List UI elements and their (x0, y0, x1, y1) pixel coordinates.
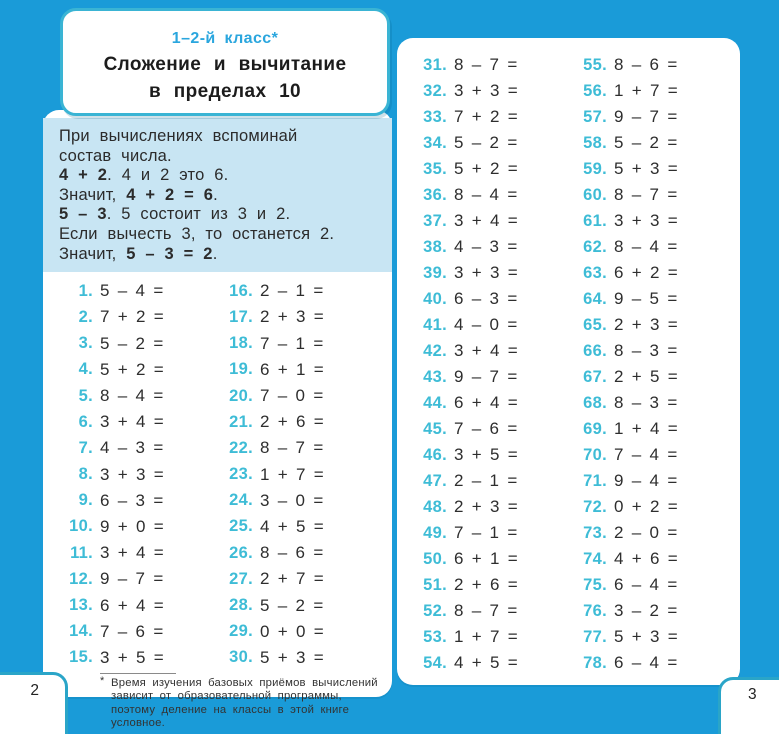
exercise-row (411, 390, 571, 416)
exercise-number: 10. (69, 517, 93, 536)
info-line: При вычислениях вспоминай (59, 127, 298, 145)
exercise-row (571, 624, 731, 650)
exercise-row (411, 416, 571, 442)
exercise-row (571, 78, 731, 104)
exercise-expression: 7 + 2 = (100, 307, 165, 327)
exercise-expression: 2 + 6 = (454, 575, 519, 594)
exercise-number: 27. (229, 569, 253, 588)
exercise-number: 36. (423, 185, 447, 204)
exercise-row (571, 416, 731, 442)
exercise-row (411, 338, 571, 364)
exercise-number: 13. (69, 596, 93, 614)
exercise-expression: 5 – 2 = (100, 333, 165, 353)
exercise-expression: 5 – 4 = (100, 281, 165, 301)
chapter-title-line1: Сложение и вычитание (103, 54, 347, 75)
exercise-row (571, 338, 731, 364)
exercise-row (57, 278, 217, 304)
exercise-expression: 5 + 2 = (100, 359, 165, 379)
exercise-number: 5. (78, 386, 93, 405)
exercise-number: 56. (583, 81, 607, 100)
exercise-column-4 (571, 52, 731, 676)
exercise-number: 17. (229, 307, 253, 326)
exercise-row (411, 130, 571, 156)
footnote (43, 674, 392, 731)
exercise-row (571, 208, 731, 234)
exercise-number: 37. (423, 211, 447, 230)
exercise-expression: 8 – 7 = (614, 185, 679, 204)
exercise-expression: 5 – 2 = (260, 595, 325, 615)
exercise-row (571, 234, 731, 260)
exercise-expression: 5 – 2 = (454, 133, 519, 152)
exercise-number: 16. (229, 281, 253, 300)
exercise-expression: 6 + 4 = (100, 595, 165, 615)
exercise-number: 44. (423, 393, 447, 412)
exercise-number: 50. (423, 549, 447, 568)
right-exercise-grid (397, 38, 740, 676)
exercise-number: 60. (583, 185, 607, 204)
exercise-number: 59. (583, 159, 607, 178)
exercise-number: 46. (423, 445, 447, 464)
exercise-row (57, 383, 217, 409)
exercise-number: 8. (78, 465, 93, 484)
exercise-number: 72. (583, 497, 607, 516)
exercise-row (571, 546, 731, 572)
exercise-number: 73. (583, 523, 607, 542)
exercise-expression: 5 + 3 = (614, 627, 679, 646)
exercise-row (217, 461, 377, 487)
exercise-expression: 2 – 1 = (454, 471, 519, 490)
exercise-number: 70. (583, 445, 607, 464)
exercise-row (411, 364, 571, 390)
exercise-row (217, 540, 377, 566)
exercise-number: 29. (229, 622, 253, 641)
exercise-number: 64. (583, 289, 607, 308)
exercise-expression: 1 + 7 = (454, 627, 519, 646)
exercise-number: 51. (423, 575, 447, 594)
exercise-row (411, 494, 571, 520)
exercise-expression: 2 – 1 = (260, 281, 325, 301)
exercise-row (217, 383, 377, 409)
exercise-expression: 1 + 4 = (614, 419, 679, 438)
exercise-row (571, 650, 731, 676)
info-line: 5 – 3. 5 состоит из 3 и 2. (59, 205, 291, 224)
exercise-expression: 3 + 3 = (614, 211, 679, 230)
exercise-expression: 7 – 1 = (260, 333, 325, 353)
exercise-number: 20. (229, 386, 253, 405)
exercise-row (411, 260, 571, 286)
exercise-expression: 8 – 3 = (614, 341, 679, 360)
exercise-row (571, 286, 731, 312)
exercise-expression: 3 + 4 = (100, 412, 165, 432)
exercise-expression: 5 – 2 = (614, 133, 679, 152)
exercise-row (217, 304, 377, 330)
exercise-number: 23. (229, 465, 253, 484)
exercise-number: 14. (69, 622, 93, 641)
exercise-expression: 7 – 4 = (614, 445, 679, 464)
exercise-expression: 8 – 6 = (614, 55, 679, 74)
exercise-row (411, 52, 571, 78)
info-line: Если вычесть 3, то останется 2. (59, 224, 335, 243)
exercise-number: 71. (583, 471, 607, 490)
exercise-row (57, 357, 217, 383)
exercise-row (411, 286, 571, 312)
exercise-expression: 6 + 2 = (614, 263, 679, 282)
exercise-number: 52. (423, 601, 447, 620)
exercise-expression: 8 – 7 = (260, 438, 325, 458)
exercise-row (57, 304, 217, 330)
exercise-row (57, 488, 217, 514)
exercise-expression: 8 – 3 = (614, 393, 679, 412)
exercise-number: 6. (78, 412, 93, 431)
exercise-row (571, 494, 731, 520)
exercise-number: 19. (229, 360, 253, 379)
exercise-expression: 3 + 5 = (454, 445, 519, 464)
exercise-row (571, 468, 731, 494)
exercise-number: 3. (78, 334, 93, 353)
exercise-number: 62. (583, 237, 607, 256)
chapter-title (63, 51, 387, 105)
exercise-row (571, 442, 731, 468)
page-number-tab-right (718, 677, 779, 734)
exercise-number: 54. (423, 653, 447, 672)
exercise-expression: 4 – 3 = (100, 438, 165, 458)
exercise-expression: 2 – 0 = (614, 523, 679, 542)
exercise-row (217, 566, 377, 592)
exercise-number: 33. (423, 107, 447, 126)
exercise-number: 18. (229, 334, 253, 353)
exercise-number: 49. (423, 523, 447, 542)
exercise-expression: 8 – 4 = (614, 237, 679, 256)
exercise-row (571, 572, 731, 598)
exercise-expression: 9 – 7 = (100, 569, 165, 589)
exercise-expression: 9 – 4 = (614, 471, 679, 490)
exercise-row (571, 130, 731, 156)
exercise-expression: 8 – 6 = (260, 543, 325, 563)
exercise-row (217, 592, 377, 618)
exercise-row (571, 312, 731, 338)
page-number-right: 3 (748, 686, 757, 703)
exercise-row (411, 546, 571, 572)
grade-label: 1–2-й класс* (171, 30, 279, 47)
exercise-number: 32. (423, 81, 447, 100)
exercise-number: 30. (229, 648, 253, 667)
exercise-number: 9. (78, 491, 93, 510)
exercise-row (217, 645, 377, 671)
footnote-text: Время изучения базовых приёмов вычислений зависит от образовательной программы, поэтому деление на классы в этой книге условное. (111, 676, 378, 730)
exercise-expression: 5 + 3 = (260, 647, 325, 667)
exercise-row (411, 234, 571, 260)
exercise-expression: 9 – 5 = (614, 289, 679, 308)
exercise-expression: 3 + 4 = (454, 341, 519, 360)
page-number-tab-left (0, 672, 68, 734)
exercise-number: 45. (423, 419, 447, 438)
exercise-number: 31. (423, 55, 447, 74)
exercise-expression: 6 + 1 = (260, 359, 325, 379)
exercise-row (571, 598, 731, 624)
exercise-number: 41. (423, 315, 447, 334)
exercise-number: 7. (78, 438, 93, 457)
exercise-row (57, 619, 217, 645)
exercise-number: 76. (583, 601, 607, 620)
exercise-expression: 2 + 7 = (260, 569, 325, 589)
exercise-expression: 8 – 4 = (100, 386, 165, 405)
exercise-row (217, 409, 377, 435)
exercise-expression: 8 – 7 = (454, 55, 519, 74)
info-line: 4 + 2. 4 и 2 это 6. (59, 166, 229, 185)
exercise-number: 68. (583, 393, 607, 412)
exercise-row (57, 592, 217, 618)
exercise-number: 22. (229, 438, 253, 457)
exercise-row (411, 78, 571, 104)
exercise-expression: 3 – 0 = (260, 490, 325, 510)
chapter-header (60, 8, 390, 116)
exercise-number: 74. (583, 549, 607, 568)
exercise-number: 65. (583, 315, 607, 334)
exercise-row (411, 624, 571, 650)
exercise-number: 28. (229, 596, 253, 614)
exercise-expression: 6 – 3 = (454, 289, 519, 308)
exercise-row (411, 598, 571, 624)
exercise-row (411, 156, 571, 182)
exercise-expression: 7 – 6 = (454, 419, 519, 438)
exercise-row (57, 461, 217, 487)
exercise-number: 34. (423, 133, 447, 152)
exercise-number: 11. (70, 543, 93, 562)
exercise-expression: 2 + 3 = (614, 315, 679, 334)
exercise-number: 48. (423, 497, 447, 516)
exercise-number: 12. (69, 569, 93, 588)
exercise-expression: 3 + 4 = (454, 211, 519, 230)
exercise-expression: 2 + 5 = (614, 367, 679, 386)
exercise-expression: 6 – 4 = (614, 653, 679, 672)
info-line: Значит, 4 + 2 = 6. (59, 185, 218, 204)
exercise-expression: 6 + 4 = (454, 393, 519, 412)
exercise-row (571, 182, 731, 208)
exercise-number: 78. (583, 653, 607, 672)
exercise-number: 43. (423, 367, 447, 386)
exercise-number: 47. (423, 471, 447, 490)
exercise-number: 15. (69, 648, 93, 667)
left-page (43, 110, 392, 730)
exercise-row (217, 331, 377, 357)
right-page (397, 38, 740, 685)
exercise-row (217, 514, 377, 540)
exercise-row (411, 520, 571, 546)
left-exercise-grid (43, 272, 392, 671)
exercise-row (411, 468, 571, 494)
exercise-number: 63. (583, 263, 607, 282)
exercise-row (57, 540, 217, 566)
exercise-row (57, 435, 217, 461)
exercise-number: 38. (423, 237, 447, 256)
exercise-column-3 (411, 52, 571, 676)
exercise-expression: 3 + 3 = (100, 464, 165, 484)
exercise-expression: 1 + 7 = (614, 81, 679, 100)
exercise-number: 69. (583, 419, 607, 438)
exercise-number: 55. (583, 55, 607, 74)
exercise-number: 77. (583, 627, 607, 646)
exercise-row (57, 566, 217, 592)
exercise-expression: 6 – 3 = (100, 490, 165, 510)
exercise-row (571, 390, 731, 416)
exercise-row (57, 409, 217, 435)
exercise-number: 1. (78, 281, 93, 300)
exercise-row (217, 619, 377, 645)
exercise-number: 39. (423, 263, 447, 282)
exercise-expression: 5 + 2 = (454, 159, 519, 178)
exercise-expression: 9 – 7 = (454, 367, 519, 386)
exercise-expression: 9 + 0 = (100, 516, 165, 536)
exercise-expression: 2 + 6 = (260, 412, 325, 432)
exercise-expression: 6 – 4 = (614, 575, 679, 594)
exercise-expression: 3 + 3 = (454, 263, 519, 282)
exercise-expression: 3 – 2 = (614, 601, 679, 620)
exercise-row (57, 331, 217, 357)
exercise-expression: 7 – 6 = (100, 621, 165, 641)
exercise-expression: 7 + 2 = (454, 107, 519, 126)
exercise-expression: 2 + 3 = (260, 307, 325, 327)
info-line: Значит, 5 – 3 = 2. (59, 244, 218, 263)
exercise-row (411, 182, 571, 208)
exercise-row (411, 312, 571, 338)
exercise-row (571, 52, 731, 78)
exercise-expression: 5 + 3 = (614, 159, 679, 178)
chapter-title-line2: в пределах 10 (148, 81, 302, 102)
exercise-number: 40. (423, 289, 447, 308)
exercise-row (571, 520, 731, 546)
exercise-column-2 (217, 278, 377, 671)
exercise-expression: 4 + 5 = (454, 653, 519, 672)
exercise-row (571, 364, 731, 390)
exercise-number: 42. (423, 341, 447, 360)
exercise-number: 75. (583, 575, 607, 594)
info-box (43, 118, 392, 272)
exercise-expression: 4 – 3 = (454, 237, 519, 256)
exercise-expression: 3 + 4 = (100, 543, 165, 563)
exercise-number: 35. (423, 159, 447, 178)
exercise-expression: 9 – 7 = (614, 107, 679, 126)
page-number-left: 2 (30, 682, 39, 699)
exercise-row (571, 260, 731, 286)
exercise-row (411, 208, 571, 234)
exercise-expression: 2 + 3 = (454, 497, 519, 516)
exercise-expression: 6 + 1 = (454, 549, 519, 568)
exercise-number: 57. (583, 107, 607, 126)
exercise-row (411, 104, 571, 130)
footnote-marker: * (100, 674, 105, 687)
exercise-expression: 0 + 0 = (260, 621, 325, 641)
exercise-expression: 7 – 0 = (260, 386, 325, 405)
exercise-expression: 4 – 0 = (454, 315, 519, 334)
exercise-row (217, 278, 377, 304)
exercise-number: 2. (78, 307, 93, 326)
exercise-row (411, 572, 571, 598)
exercise-column-1 (57, 278, 217, 671)
exercise-row (571, 104, 731, 130)
exercise-expression: 0 + 2 = (614, 497, 679, 516)
exercise-row (57, 645, 217, 671)
exercise-expression: 4 + 6 = (614, 549, 679, 568)
exercise-number: 67. (583, 367, 607, 386)
exercise-number: 66. (583, 341, 607, 360)
exercise-expression: 4 + 5 = (260, 516, 325, 536)
exercise-expression: 7 – 1 = (454, 523, 519, 542)
exercise-number: 26. (229, 543, 253, 562)
exercise-row (217, 357, 377, 383)
exercise-number: 25. (229, 517, 253, 536)
exercise-row (411, 650, 571, 676)
info-line: состав числа. (59, 146, 172, 165)
exercise-expression: 8 – 7 = (454, 601, 519, 620)
exercise-number: 4. (78, 360, 93, 379)
exercise-number: 58. (583, 133, 607, 152)
exercise-row (217, 435, 377, 461)
exercise-expression: 3 + 3 = (454, 81, 519, 100)
exercise-row (571, 156, 731, 182)
exercise-row (57, 514, 217, 540)
exercise-number: 24. (229, 491, 253, 510)
exercise-number: 53. (423, 627, 447, 646)
exercise-expression: 8 – 4 = (454, 185, 519, 204)
footnote-separator (100, 673, 176, 674)
exercise-number: 21. (229, 412, 253, 431)
exercise-row (411, 442, 571, 468)
exercise-number: 61. (583, 211, 607, 230)
exercise-expression: 3 + 5 = (100, 647, 165, 667)
exercise-expression: 1 + 7 = (260, 464, 325, 484)
exercise-row (217, 488, 377, 514)
